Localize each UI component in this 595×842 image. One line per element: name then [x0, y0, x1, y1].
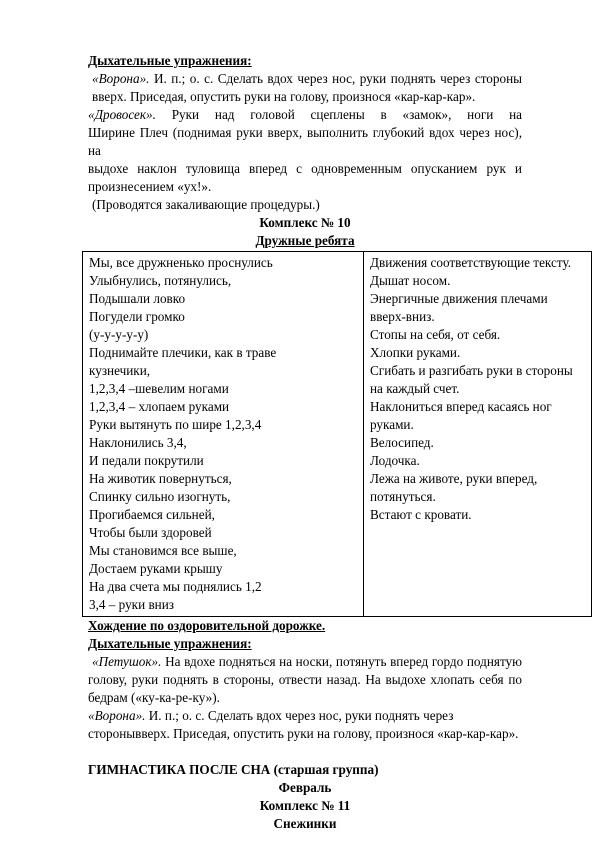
movement-line: Велосипед.	[370, 435, 434, 450]
exercise-woodcutter-line1: «Дровосек». Руки над головой сцеплены в «замок», ноги на	[88, 107, 522, 122]
verse-line: На животик повернуться,	[89, 471, 232, 486]
movement-line: Лодочка.	[370, 453, 420, 468]
movement-line: Встают с кровати.	[370, 507, 472, 522]
verse-line: Улыбнулись, потянулись,	[89, 273, 232, 288]
movement-line: Энергичные движения плечами	[370, 291, 548, 306]
verse-line: Руки вытянуть по шире 1,2,3,4	[89, 417, 262, 432]
verse-line: Чтобы были здоровей	[89, 525, 212, 540]
exercise-crow-name: «Ворона».	[92, 71, 150, 86]
exercise-rooster-line2: голову, руки поднять в стороны, отвести назад. На выдохе хлопать себя по	[88, 672, 522, 687]
movement-line: на каждый счет.	[370, 381, 460, 396]
exercise-woodcutter-name: «Дровосек».	[88, 107, 156, 122]
exercise-woodcutter-line2: Ширине Плеч (поднимая руки вверх, выполнить глубокий вдох через нос), на	[88, 125, 522, 158]
movement-line: Сгибать и разгибать руки в стороны	[370, 363, 573, 378]
movement-line: Стопы на себя, от себя.	[370, 327, 501, 342]
complex-10-title: Комплекс № 10	[259, 215, 351, 230]
movement-line: Хлопки руками.	[370, 345, 461, 360]
complex-10-subtitle: Дружные ребята	[255, 233, 355, 248]
movement-line: потянуться.	[370, 489, 436, 504]
verse-line: Спинку сильно изогнуть,	[89, 489, 231, 504]
walking-heading: Хождение по оздоровительной дорожке.	[88, 618, 326, 633]
exercise-table	[82, 251, 592, 617]
exercise-crow-line1: «Ворона». И. п.; о. с. Сделать вдох через нос, руки поднять через стороны	[92, 71, 522, 86]
exercise-rooster-line3: бедрам («ку-ка-ре-ку»).	[88, 690, 220, 705]
section-month: Февраль	[278, 780, 332, 795]
complex-11-title: Комплекс № 11	[259, 798, 351, 813]
exercise-crow2-line2: сторонывверх. Приседая, опустить руки на голову, произнося «кар-кар-кар».	[88, 726, 519, 741]
exercise-crow2-name: «Ворона».	[88, 708, 146, 723]
exercise-rooster-name: «Петушок».	[92, 654, 162, 669]
hardening-note: (Проводятся закаливающие процедуры.)	[92, 197, 320, 212]
complex-11-name: Снежинки	[273, 816, 337, 831]
verse-line: Прогибаемся сильней,	[89, 507, 215, 522]
exercise-crow-line2: вверх. Приседая, опустить руки на голову, произнося «кар-кар-кар».	[92, 89, 476, 104]
movement-line: Движения соответствующие тексту.	[370, 255, 572, 270]
movement-line: Дышат носом.	[370, 273, 451, 288]
verse-line: 1,2,3,4 – хлопаем руками	[89, 399, 230, 414]
verse-line: Поднимайте плечики, как в траве	[89, 345, 277, 360]
movement-line: руками.	[370, 417, 414, 432]
exercise-woodcutter-line3: выдохе наклон туловища вперед с одновременным опусканием рук и	[88, 161, 522, 176]
verse-line: Мы становимся все выше,	[89, 543, 237, 558]
verse-line: Погудели громко	[89, 309, 185, 324]
breathing-heading-2: Дыхательные упражнения:	[88, 636, 252, 651]
verse-line: Достаем руками крышу	[89, 561, 223, 576]
document-page	[88, 52, 573, 833]
verse-line: кузнечики,	[89, 363, 151, 378]
exercise-crow2-line1: «Ворона». И. п.; о. с. Сделать вдох через нос, руки поднять через	[88, 708, 454, 723]
breathing-heading: Дыхательные упражнения:	[88, 53, 252, 68]
section-title: ГИМНАСТИКА ПОСЛЕ СНА (старшая группа)	[88, 762, 379, 777]
verse-line: (у-у-у-у-у)	[89, 327, 149, 342]
movement-line: Наклониться вперед касаясь ног	[370, 399, 552, 414]
verse-line: 1,2,3,4 –шевелим ногами	[89, 381, 229, 396]
verse-line: На два счета мы поднялись 1,2	[89, 579, 262, 594]
verse-column	[83, 252, 364, 617]
verse-line: Подышали ловко	[89, 291, 186, 306]
movements-column	[364, 252, 592, 617]
exercise-woodcutter-line4: произнесением «ух!».	[88, 179, 212, 194]
verse-line: Наклонились 3,4,	[89, 435, 187, 450]
verse-line: 3,4 – руки вниз	[89, 597, 174, 612]
verse-line: И педали покрутили	[89, 453, 204, 468]
movement-line: Лежа на животе, руки вперед,	[370, 471, 538, 486]
movement-line: вверх-вниз.	[370, 309, 435, 324]
exercise-rooster-line1: «Петушок». На вдохе подняться на носки, потянуть вперед гордо поднятую	[92, 654, 522, 669]
verse-line: Мы, все дружненько проснулись	[89, 255, 273, 270]
